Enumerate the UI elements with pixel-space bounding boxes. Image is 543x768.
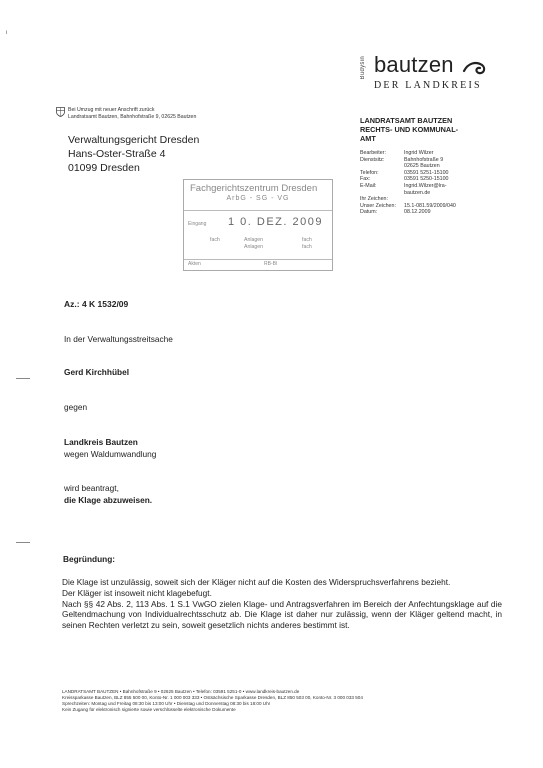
sender-line-1: Bei Umzug mit neuer Anschrift zurück [68,107,155,113]
logo [360,52,520,100]
contact-label: Telefon: [360,169,379,176]
letter-footer [62,689,363,713]
footer-line-4: Kein Zugang für elektronisch signierte sowie verschlüsselte elektronische Dokumente [62,707,236,712]
contact-label: Ihr Zeichen: [360,196,388,203]
contact-value: 02625 Bautzen [404,163,440,170]
motion-text: die Klage abzuweisen. [64,495,153,505]
footer-line-3: Sprechzeiten: Montag und Freitag 08:30 bis 13:00 Uhr • Dienstag und Donnerstag 08:30 bis 18:00 Uhr [62,701,271,706]
defendant-name: Landkreis Bautzen [64,437,138,447]
contact-row [360,196,456,203]
logo-wordmark: bautzen [374,52,454,77]
contact-label [360,190,404,197]
sender-return-address [68,107,196,121]
office-title [360,116,458,143]
crest-icon [56,107,65,117]
corner-mark: ι [6,30,8,36]
reasons-paragraph-1: Die Klage ist unzulässig, soweit sich der Kläger nicht auf die Kosten des Widerspruchsverfahrens bezieht. [62,577,451,587]
recipient-address [68,133,199,175]
contact-value [404,196,456,203]
contact-label: E-Mail: [360,182,377,189]
contact-row [360,190,456,197]
contact-label: Bearbeiter: [360,150,386,156]
stamp-col-3-b: fach [302,244,312,250]
stamp-divider-bottom [184,259,332,260]
sender-line-2: Landratsamt Bautzen, Bahnhofstraße 9, 02625 Bautzen [68,114,197,120]
contact-value: Ingrid.Wilzer@lra- [404,182,447,189]
stamp-eingang-label: Eingang [188,221,207,227]
office-title-line-1: LANDRATSAMT BAUTZEN [360,116,453,125]
office-title-line-3: AMT [360,134,376,143]
contact-label: Dienstsitz: [360,156,385,163]
intro-text: In der Verwaltungsstreitsache [64,334,173,344]
received-stamp [183,179,333,271]
stamp-col-2 [244,237,263,251]
office-title-line-2: RECHTS- UND KOMMUNAL- [360,125,459,134]
plaintiff-name: Gerd Kirchhübel [64,367,130,377]
contact-value: bautzen.de [404,189,431,196]
contact-row [360,170,456,177]
contact-value: 03591 5251-15100 [404,169,449,176]
contact-value: 08.12.2009 [404,209,431,216]
punch-mark [16,542,30,543]
contact-info [360,150,456,216]
contact-label [360,163,404,170]
fold-mark [16,378,30,379]
contact-value: 03591 5250-15100 [404,176,449,183]
case-reference: Az.: 4 K 1532/09 [64,299,129,309]
stamp-col-2-b: Anlagen [244,244,264,250]
reasons-paragraph-3: Nach §§ 42 Abs. 2, 113 Abs. 1 S.1 VwGO zielen Klage- und Antragsverfahren im Bereich der Anfechtungsklage auf die Geltendmachung von Individualrechtsschutz ab. Die Klage ist daher nur zulässig, wenn der Kläger geltend macht, in seinen Rechten verletzt zu sein, soweit gesetzlich nichts anderes bestimmt ist. [62,598,502,631]
contact-label: Fax: [360,176,371,183]
stamp-col-1: fach [210,237,220,243]
contact-row [360,203,456,210]
reasons-heading: Begründung: [63,554,116,564]
footer-line-1: LANDRATSAMT BAUTZEN • Bahnhofstraße 9 • 02625 Bautzen • Telefon: 03591 5251-0 • www.landkreis-bautzen.de [62,689,300,694]
contact-row [360,163,456,170]
contact-value: Bahnhofstraße 9 [404,156,444,163]
recipient-name: Verwaltungsgericht Dresden [68,134,200,146]
stamp-courts: ArbG - SG - VG [226,195,290,202]
logo-subtitle: DER LANDKREIS [374,80,482,91]
gegen-text: gegen [64,402,88,412]
contact-row [360,176,456,183]
stamp-divider [184,210,332,211]
contact-row [360,209,456,216]
stamp-date: 1 0. DEZ. 2009 [228,216,323,228]
stamp-akten: Akten [188,261,201,267]
contact-label: Datum: [360,209,378,216]
stamp-col-2-a: Anlagen [244,237,264,243]
contact-value: 15.1-081.59/2009/040 [404,202,456,209]
stamp-rb: RB-Bl [264,261,278,267]
logo-side-text: Budyšin [360,56,366,80]
stamp-title: Fachgerichtszentrum Dresden [190,183,318,194]
contact-label: Unser Zeichen: [360,202,396,209]
stamp-col-3 [302,237,312,251]
stamp-col-3-a: fach [302,237,312,243]
contact-row [360,157,456,164]
subject-text: wegen Waldumwandlung [64,449,157,459]
contact-row [360,150,456,157]
motion-intro: wird beantragt, [64,483,119,493]
recipient-city: 01099 Dresden [68,162,140,174]
contact-row [360,183,456,190]
footer-line-2: Kreissparkasse Bautzen, BLZ 855 500 00, Konto-Nr. 1 000 003 333 • Ostsächsische Sparkasse Dresden, BLZ 850 503 00, Konto-Nr. 3 000 033 504 [62,695,363,700]
reasons-body [62,577,502,631]
contact-value: Ingrid Wilzer [404,150,434,156]
logo-swirl-icon [462,57,488,77]
reasons-paragraph-2: Der Kläger ist insoweit nicht klagebefugt. [62,587,212,598]
recipient-street: Hans-Oster-Straße 4 [68,148,166,160]
